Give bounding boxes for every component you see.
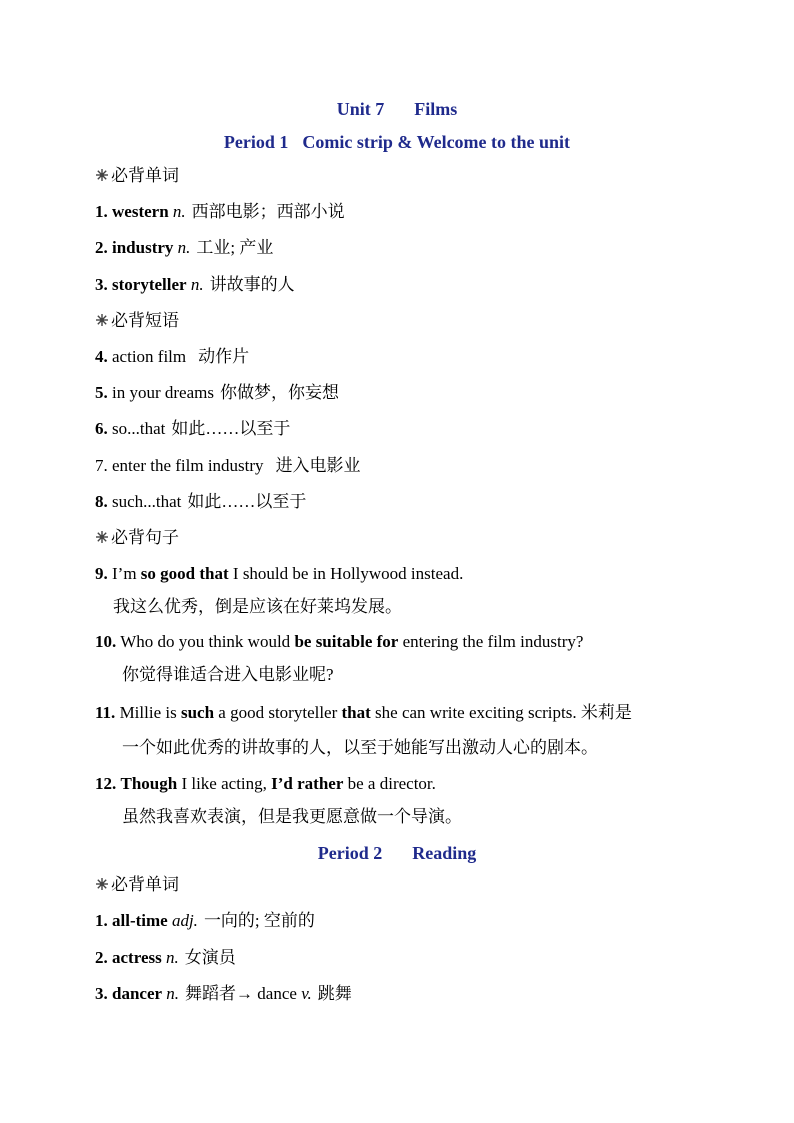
sentence-text: Millie is (115, 703, 181, 722)
vocab-item (95, 983, 352, 1005)
phrase-item (95, 455, 361, 477)
item-number: 3. (95, 984, 108, 1003)
phrase-item (95, 418, 290, 440)
phrase-text: action film (112, 347, 187, 366)
phrase-meaning: 如此……以至于 (171, 419, 291, 438)
vocab-item (95, 201, 345, 223)
sentence-text: be a director. (343, 774, 436, 793)
item-number: 1. (95, 202, 108, 221)
sentence-text: a good storyteller (214, 703, 342, 722)
item-number: 8. (95, 492, 108, 511)
flower-bullet-icon (95, 313, 109, 327)
key-phrase: so good that (140, 564, 229, 583)
phrase-text: in your dreams (112, 383, 214, 402)
item-number: 5. (95, 383, 108, 402)
vocab-meaning: 工业; 产业 (196, 238, 274, 257)
part-of-speech: n. (177, 238, 191, 257)
phrase-text: such...that (112, 492, 182, 511)
vocab-item (95, 947, 236, 969)
period2-name: Reading (412, 843, 477, 863)
sentence-text: I like acting, (177, 774, 272, 793)
sentence-text: Who do you think would (116, 632, 295, 651)
item-number: 4. (95, 347, 108, 366)
flower-bullet-icon (95, 877, 109, 891)
phrase-meaning: 如此……以至于 (187, 492, 307, 511)
phrase-text: so...that (112, 419, 166, 438)
item-number: 11. (95, 703, 116, 722)
period1-label: Period 1 (223, 132, 289, 152)
item-number: 6. (95, 419, 108, 438)
unit-title (0, 98, 794, 120)
vocab-meaning: 讲故事的人 (209, 275, 295, 294)
period2-title (0, 842, 794, 864)
item-number: 7. (95, 456, 108, 475)
part-of-speech: n. (190, 275, 204, 294)
section-heading-words (95, 165, 179, 187)
flower-bullet-icon (95, 530, 109, 544)
sentence-text: she can write exciting scripts. 米莉是 (370, 703, 632, 722)
phrase-meaning: 你做梦，你妄想 (219, 383, 339, 402)
sentence-item (95, 773, 436, 795)
sentence-item (95, 563, 463, 585)
phrase-text: enter the film industry (112, 456, 264, 475)
part-of-speech: n. (172, 202, 186, 221)
sentence-text: I should be in Hollywood instead. (228, 564, 464, 583)
key-phrase: Though (120, 774, 178, 793)
sentence-item (95, 631, 583, 653)
flower-bullet-icon (95, 168, 109, 182)
phrase-item (95, 491, 306, 513)
key-phrase: that (341, 703, 371, 722)
section-label: 必背单词 (111, 166, 179, 185)
section-label: 必背短语 (111, 311, 179, 330)
item-number: 12. (95, 774, 117, 793)
item-number: 2. (95, 948, 108, 967)
key-phrase: be suitable for (294, 632, 399, 651)
sentence-item (95, 702, 632, 724)
vocab-item (95, 237, 273, 259)
section-heading-phrases (95, 310, 179, 332)
section-label: 必背句子 (111, 528, 179, 547)
section-heading-words (95, 874, 179, 896)
sentence-translation: 我这么优秀，倒是应该在好莱坞发展。 (113, 597, 402, 616)
period1-title (0, 131, 794, 153)
sentence-translation: 你觉得谁适合进入电影业呢? (122, 665, 334, 684)
key-phrase: I’d rather (271, 774, 344, 793)
item-number: 2. (95, 238, 108, 257)
vocab-meaning: 女演员 (184, 948, 236, 967)
vocab-item (95, 274, 295, 296)
section-heading-sentences (95, 527, 179, 549)
vocab-word: storyteller (112, 275, 187, 294)
phrase-item (95, 382, 339, 404)
vocab-word: western (112, 202, 169, 221)
sentence-text: I’m (112, 564, 141, 583)
vocab-word: all-time (112, 911, 168, 930)
phrase-item (95, 346, 249, 368)
item-number: 9. (95, 564, 108, 583)
phrase-meaning: 动作片 (198, 347, 250, 366)
period1-name: Comic strip & Welcome to the unit (302, 132, 571, 152)
vocab-item (95, 910, 315, 932)
vocab-meaning: 一向的; 空前的 (203, 911, 315, 930)
section-label: 必背单词 (111, 875, 179, 894)
part-of-speech: v. (301, 984, 312, 1003)
unit-label: Unit 7 (336, 99, 385, 119)
sentence-translation: 虽然我喜欢表演，但是我更愿意做一个导演。 (122, 807, 462, 826)
vocab-word: actress (112, 948, 162, 967)
phrase-meaning: 进入电影业 (275, 456, 361, 475)
item-number: 1. (95, 911, 108, 930)
vocab-word: industry (112, 238, 174, 257)
vocab-meaning: 西部电影；西部小说 (191, 202, 345, 221)
item-number: 3. (95, 275, 108, 294)
item-number: 10. (95, 632, 117, 651)
period2-label: Period 2 (317, 843, 383, 863)
part-of-speech: adj. (171, 911, 198, 930)
vocab-meaning: 跳舞 (317, 984, 352, 1003)
vocab-meaning: 舞蹈者→ dance (185, 984, 297, 1003)
part-of-speech: n. (166, 984, 180, 1003)
part-of-speech: n. (165, 948, 179, 967)
unit-name: Films (414, 99, 458, 119)
sentence-text: entering the film industry? (398, 632, 584, 651)
key-phrase: such (180, 703, 215, 722)
sentence-translation: 一个如此优秀的讲故事的人，以至于她能写出激动人心的剧本。 (122, 738, 598, 757)
vocab-word: dancer (112, 984, 163, 1003)
